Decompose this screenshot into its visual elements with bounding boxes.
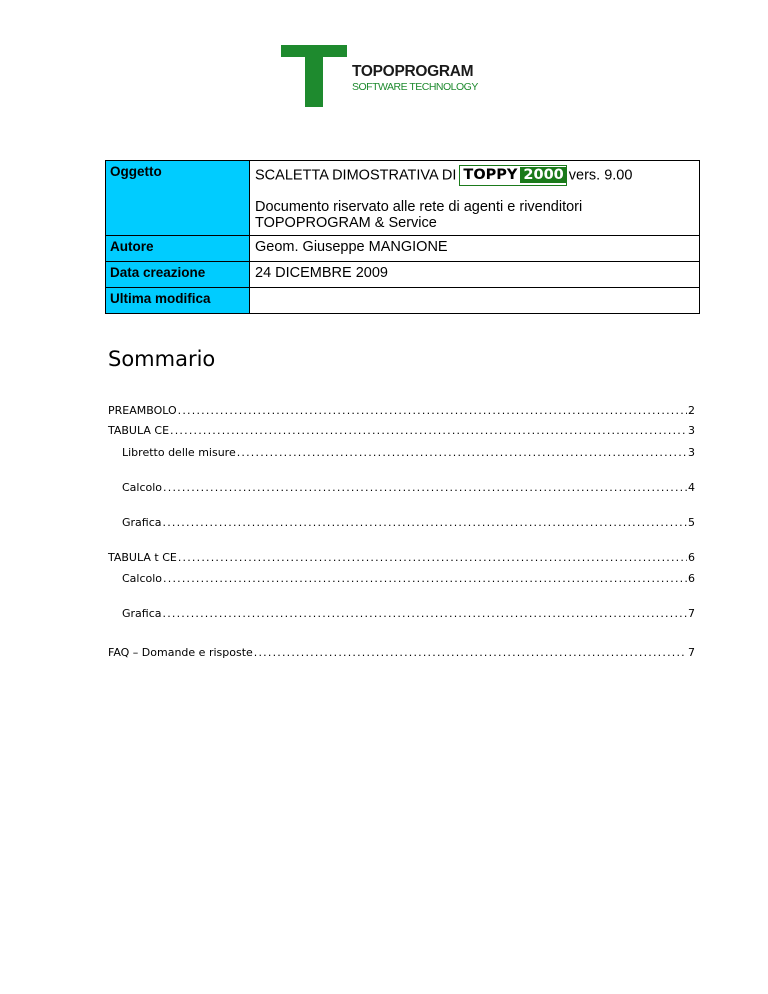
toc-item-tabula-t-ce[interactable] xyxy=(108,551,695,564)
logo-title: TOPOPROGRAM xyxy=(352,63,474,80)
toc-page: 7 xyxy=(688,646,695,659)
toc-label: TABULA t CE xyxy=(108,551,177,564)
autore-value: Geom. Giuseppe MANGIONE xyxy=(250,236,700,262)
toc-item-preambolo[interactable] xyxy=(108,404,695,417)
toc-page: 3 xyxy=(688,446,695,459)
toc-page: 2 xyxy=(688,404,695,417)
toc-page: 5 xyxy=(688,516,695,529)
oggetto-label: Oggetto xyxy=(106,161,250,236)
toc-item-calcolo[interactable] xyxy=(122,572,695,585)
toc-label: FAQ – Domande e risposte xyxy=(108,646,253,659)
toc-item-grafica[interactable] xyxy=(122,607,695,620)
logo-subtitle: SOFTWARE TECHNOLOGY xyxy=(352,81,478,93)
toppy-year: 2000 xyxy=(520,167,565,183)
toc-label: PREAMBOLO xyxy=(108,404,177,417)
data-creazione-value: 24 DICEMBRE 2009 xyxy=(250,262,700,288)
toc-label: Calcolo xyxy=(122,572,163,585)
ultima-modifica-label: Ultima modifica xyxy=(106,288,250,314)
toc-item-libretto-delle-misure[interactable] xyxy=(122,446,695,459)
toc-label: Grafica xyxy=(122,607,162,620)
toc-label: TABULA CE xyxy=(108,424,170,437)
toppy-word: TOPPY xyxy=(463,167,518,183)
toc-item-faq[interactable] xyxy=(108,646,695,659)
toc-page: 6 xyxy=(688,572,695,585)
oggetto-prefix: SCALETTA DIMOSTRATIVA DI xyxy=(255,167,457,184)
toc-item-tabula-ce[interactable] xyxy=(108,424,695,437)
sommario-heading: Sommario xyxy=(108,347,216,371)
toc-label: Libretto delle misure xyxy=(122,446,236,459)
toc-item-calcolo[interactable] xyxy=(122,481,695,494)
toc-label: Grafica xyxy=(122,516,162,529)
oggetto-desc-line2: TOPOPROGRAM & Service xyxy=(255,215,437,231)
autore-label: Autore xyxy=(106,236,250,262)
toc-page: 6 xyxy=(688,551,695,564)
toc-page: 4 xyxy=(688,481,695,494)
data-creazione-label: Data creazione xyxy=(106,262,250,288)
toc-page: 7 xyxy=(688,607,695,620)
toc-label: Calcolo xyxy=(122,481,163,494)
toc-page: 3 xyxy=(688,424,695,437)
oggetto-desc-line1: Documento riservato alle rete di agenti e rivenditori xyxy=(255,199,583,215)
oggetto-version: vers. 9.00 xyxy=(568,167,633,184)
toc-item-grafica[interactable] xyxy=(122,516,695,529)
